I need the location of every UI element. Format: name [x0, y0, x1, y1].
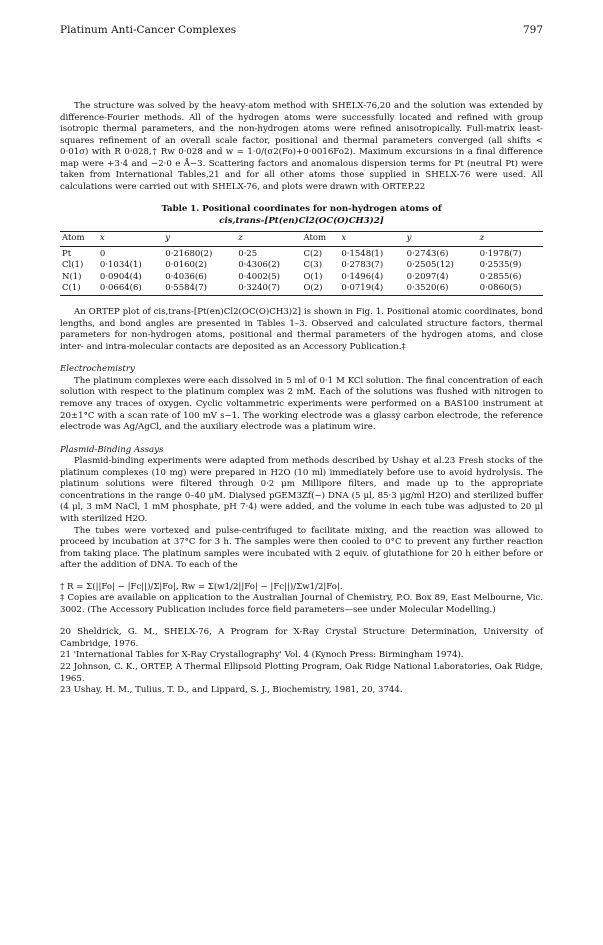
table-cell: 0·0160(2)	[165, 260, 207, 271]
table-cell: 0·1034(1)	[99, 260, 142, 271]
paragraph-plasmid-2: The tubes were vortexed and pulse-centrifuged to facilitate mixing, and the reaction was allowed to proceed by incubation at 37°C for 3 h. The samples were then cooled to 0°C to prevent any further reaction from taking place. The platinum samples were incubated with 2 equiv. of glutathione for 20 h either before or after the addition of DNA. To each of the	[60, 525, 543, 571]
table-cell: Pt	[62, 249, 72, 260]
table-cell: 0·0664(6)	[98, 283, 163, 296]
col-y-1: y	[163, 232, 236, 247]
table-caption-line2: cis,trans-[Pt(en)Cl2(OC(O)CH3)2]	[219, 215, 384, 226]
reference-23: 23 Ushay, H. M., Tulius, T. D., and Lippard, S. J., Biochemistry, 1981, 20, 3744.	[60, 685, 403, 696]
table-cell: 0·4036(6)	[165, 271, 207, 282]
reference-21: 21 'International Tables for X-Ray Crystallography' Vol. 4 (Kynoch Press: Birmingham 1974).	[60, 650, 464, 661]
table-caption	[60, 204, 543, 227]
running-header	[60, 24, 543, 38]
table-cell: 0·0719(4)	[339, 283, 404, 296]
table-cell: 0·25	[238, 249, 258, 260]
spacer	[60, 296, 543, 307]
table-cell: 0·2783(7)	[341, 260, 384, 271]
table-cell: 0·2743(6)	[406, 249, 449, 260]
coordinates-table	[60, 231, 543, 296]
running-title: Platinum Anti-Cancer Complexes	[60, 24, 237, 36]
table-cell: 0·0860(5)	[478, 283, 543, 296]
table-cell: 0·2505(12)	[406, 260, 454, 271]
section-heading-plasmid: Plasmid-Binding Assays	[60, 444, 164, 455]
table-cell: 0·3240(7)	[236, 283, 301, 296]
col-z-2: z	[478, 232, 543, 247]
table-cell: C(2)	[303, 249, 323, 260]
table-cell: 0·0904(4)	[99, 271, 142, 282]
table-row	[60, 260, 543, 271]
section-heading-electrochemistry: Electrochemistry	[60, 364, 135, 375]
footnote-block	[60, 582, 543, 697]
col-x-2: x	[339, 232, 404, 247]
col-atom-1: Atom	[60, 232, 98, 247]
footnote-ddagger: ‡ Copies are available on application to the Australian Journal of Chemistry, P.O. Box 89, East Melbourne, Vic. 3002. (The Accessory Publication includes force field parameters—see under Molecular Modelling.)	[60, 593, 543, 615]
paragraph-electrochemistry: The platinum complexes were each dissolved in 5 ml of 0·1 M KCl solution. The final concentration of each solution with respect to the platinum complex was 2 mM. Each of the solutions was flushed with nitrogen to remove any traces of oxygen. Cyclic voltammetric experiments were performed on a BAS100 instrument at 20±1°C with a scan rate of 100 mV s−1. The working electrode was a glassy carbon electrode, the reference electrode was Ag/AgCl, and the auxiliary electrode was a platinum wire.	[60, 375, 543, 433]
paragraph-structure-solution: The structure was solved by the heavy-atom method with SHELX-76,20 and the solution was extended by difference-Fourier methods. All of the hydrogen atoms were successfully located and refined with group isotropic thermal parameters, and the non-hydrogen atoms were refined anisotropically. Full-matrix least-squares refinement of an overall scale factor, positional and thermal parameters converged (all shifts < 0·01σ) with R 0·028,† Rw 0·028 and w = 1·0/(σ2(Fo)+0·0016Fo2). Maximum excursions in a final difference map were +3·4 and −2·0 e Å−3. Scattering factors and anomalous dispersion terms for Pt (neutral Pt) were taken from International Tables,21 and for all other atoms those supplied in SHELX-76 were used. All calculations were carried out with SHELX-76, and plots were drawn with ORTEP.22	[60, 101, 543, 192]
table-cell: 0·2855(6)	[479, 271, 522, 282]
table-header-row	[60, 232, 543, 247]
table-cell: 0	[99, 249, 106, 260]
table-cell: 0·2097(4)	[406, 271, 449, 282]
table-cell: N(1)	[62, 271, 82, 282]
paragraph-plasmid-1: Plasmid-binding experiments were adapted from methods described by Ushay et al.23 Fresh stocks of the platinum complexes (10 mg) were prepared in H2O (10 ml) immediately before use to avoid hydrolysis. The platinum solutions were filtered through 0·2 μm Millipore filters, and made up to the appropriate concentrations in the range 0–40 μM. Dialysed pGEM3Zf(−) DNA (5 μl, 85·3 μg/ml H2O) and sterilized buffer (4 μl, 3 mM NaCl, 1 mM phosphate, pH 7·4) were added, and the volume in each tube was adjusted to 20 μl with sterilized H2O.	[60, 456, 543, 524]
table-row	[60, 272, 543, 283]
col-atom-2: Atom	[301, 232, 339, 247]
table-cell: C(3)	[303, 260, 323, 271]
col-x-1: x	[98, 232, 163, 247]
table-caption-line1: Table 1. Positional coordinates for non-hydrogen atoms of	[161, 204, 442, 215]
table-row	[60, 247, 543, 261]
table-cell: 0·21680(2)	[165, 249, 213, 260]
col-z-1: z	[236, 232, 301, 247]
table-cell: 0·1496(4)	[341, 271, 384, 282]
table-cell: 0·5584(7)	[163, 283, 236, 296]
table-cell: 0·4002(5)	[238, 271, 280, 282]
footnote-dagger: † R = Σ(||Fo| − |Fc||)/Σ|Fo|, Rw = Σ(w1/2||Fo| − |Fc||)/Σw1/2|Fo|.	[60, 581, 343, 592]
table-cell: 0·2535(9)	[479, 260, 522, 271]
table-row	[60, 283, 543, 296]
article-body	[60, 101, 543, 697]
table-cell: 0·4306(2)	[238, 260, 280, 271]
table-cell: C(1)	[60, 283, 98, 296]
paragraph-ortep-plot: An ORTEP plot of cis,trans-[Pt(en)Cl2(OC(O)CH3)2] is shown in Fig. 1. Positional atomic coordinates, bond lengths, and bond angles are presented in Tables 1–3. Observed and calculated structure factors, thermal parameters for non-hydrogen atoms, positional and thermal parameters of the hydrogen atoms, and close inter- and intra-molecular contacts are deposited as an Accessory Publication.‡	[60, 307, 543, 352]
table-cell: O(1)	[303, 271, 323, 282]
table-cell: O(2)	[301, 283, 339, 296]
table-cell: 0·1978(7)	[479, 249, 522, 260]
reference-22: 22 Johnson, C. K., ORTEP, A Thermal Ellipsoid Plotting Program, Oak Ridge National Laboratories, Oak Ridge, 1965.	[60, 661, 543, 684]
col-y-2: y	[405, 232, 478, 247]
table-cell: 0·3520(6)	[405, 283, 478, 296]
page-number: 797	[522, 24, 543, 36]
reference-20: 20 Sheldrick, G. M., SHELX-76, A Program for X-Ray Crystal Structure Determination, University of Cambridge, 1976.	[60, 627, 543, 649]
table-cell: 0·1548(1)	[341, 249, 384, 260]
table-cell: Cl(1)	[62, 260, 84, 271]
spacer	[60, 616, 543, 627]
